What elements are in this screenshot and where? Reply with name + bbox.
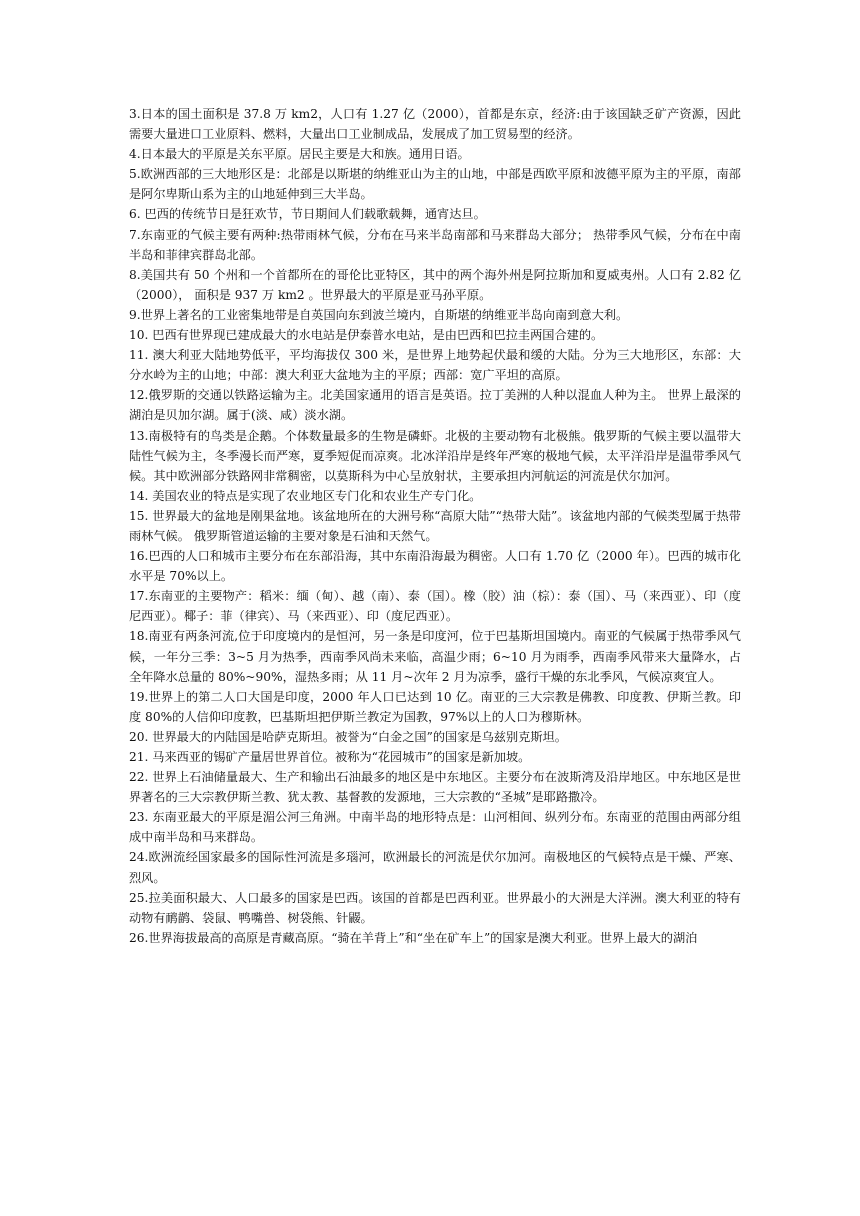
paragraph-7: 7.东南亚的气候主要有两种:热带雨林气候，分布在马来半岛南部和马来群岛大部分； 热带季风气候，分布在中南半岛和菲律宾群岛北部。 [129,227,741,262]
paragraph-17: 17.东南亚的主要物产：稻米：缅（甸）、越（南）、泰（国）。橡（胶）油（棕）：泰（国）、马（来西亚）、印（度尼西亚）。椰子：菲（律宾）、马（来西亚）、印（度尼西亚）。 [129,589,741,624]
paragraph-22: 22. 世界上石油储量最大、生产和输出石油最多的地区是中东地区。主要分布在波斯湾及沿岸地区。中东地区是世界著名的三大宗教伊斯兰教、犹太教、基督教的发源地，三大宗教的“圣城”是耶路撒冷。 [129,770,741,805]
paragraph-14: 14. 美国农业的特点是实现了农业地区专门化和农业生产专门化。 [129,488,482,503]
paragraph-18: 18.南亚有两条河流,位于印度境内的是恒河，另一条是印度河，位于巴基斯坦国境内。南亚的气候属于热带季风气候，一年分三季：3~5 月为热季，西南季风尚未来临，高温少雨；6~10 月为雨季，西南季风带来大量降水，占全年降水总量的 80%~90%，湿热多雨；从 11 月~次年 2 月为凉季，盛行干燥的东北季风，气候凉爽宜人。 [129,629,741,684]
paragraph-20: 20. 世界最大的内陆国是哈萨克斯坦。被誉为“白金之国”的国家是乌兹别克斯坦。 [129,729,567,744]
paragraph-24: 24.欧洲流经国家最多的国际性河流是多瑙河，欧洲最长的河流是伏尔加河。南极地区的气候特点是干燥、严寒、烈风。 [129,850,741,885]
paragraph-23: 23. 东南亚最大的平原是湄公河三角洲。中南半岛的地形特点是：山河相间、纵列分布。东南亚的范围由两部分组成中南半岛和马来群岛。 [129,810,741,845]
paragraph-12: 12.俄罗斯的交通以铁路运输为主。北美国家通用的语言是英语。拉丁美洲的人种以混血人种为主。 世界上最深的湖泊是贝加尔湖。属于(淡、咸）淡水湖。 [129,388,741,423]
paragraph-16: 16.巴西的人口和城市主要分布在东部沿海，其中东南沿海最为稠密。人口有 1.70 亿（2000 年）。巴西的城市化水平是 70%以上。 [129,549,741,584]
paragraph-9: 9.世界上著名的工业密集地带是自英国向东到波兰境内，自斯堪的纳维亚半岛向南到意大利。 [129,307,629,322]
paragraph-11: 11. 澳大利亚大陆地势低平，平均海拔仅 300 米，是世界上地势起伏最和缓的大陆。分为三大地形区，东部：大分水岭为主的山地；中部：澳大利亚大盆地为主的平原；西部：宽广平坦的高原。 [129,348,741,383]
paragraph-25: 25.拉美面积最大、人口最多的国家是巴西。该国的首都是巴西利亚。世界最小的大洲是大洋洲。澳大利亚的特有动物有鸸鹋、袋鼠、鸭嘴兽、树袋熊、针鼹。 [129,890,741,925]
paragraph-5: 5.欧洲西部的三大地形区是：北部是以斯堪的纳维亚山为主的山地，中部是西欧平原和波德平原为主的平原，南部是阿尔卑斯山系为主的山地延伸到三大半岛。 [129,167,741,202]
paragraph-15: 15. 世界最大的盆地是刚果盆地。该盆地所在的大洲号称“高原大陆”“热带大陆”。该盆地内部的气候类型属于热带雨林气候。 俄罗斯管道运输的主要对象是石油和天然气。 [129,508,741,543]
paragraph-13: 13.南极特有的鸟类是企鹅。个体数量最多的生物是磷虾。北极的主要动物有北极熊。俄罗斯的气候主要以温带大陆性气候为主，冬季漫长而严寒，夏季短促而凉爽。北冰洋沿岸是终年严寒的极地气候，太平洋沿岸是温带季风气候。其中欧洲部分铁路网非常稠密，以莫斯科为中心呈放射状，主要承担内河航运的河流是伏尔加河。 [129,428,741,483]
paragraph-10: 10. 巴西有世界现已建成最大的水电站是伊泰普水电站，是由巴西和巴拉圭两国合建的。 [129,328,604,343]
paragraph-6: 6. 巴西的传统节日是狂欢节，节日期间人们载歌载舞，通宵达旦。 [129,207,486,222]
document-body [129,104,741,948]
paragraph-19: 19.世界上的第二人口大国是印度，2000 年人口已达到 10 亿。南亚的三大宗教是佛教、印度教、伊斯兰教。印度 80%的人信仰印度教，巴基斯坦把伊斯兰教定为国教，97%以上的人口为穆斯林。 [129,689,741,724]
paragraph-8: 8.美国共有 50 个州和一个首都所在的哥伦比亚特区，其中的两个海外州是阿拉斯加和夏威夷州。人口有 2.82 亿（2000）， 面积是 937 万 km2 。世界最大的平原是亚马孙平原。 [129,267,741,302]
paragraph-4: 4.日本最大的平原是关东平原。居民主要是大和族。通用日语。 [129,147,470,162]
paragraph-26: 26.世界海拔最高的高原是青藏高原。“骑在羊背上”和“坐在矿车上”的国家是澳大利亚。世界上最大的湖泊 [129,930,698,945]
paragraph-3: 3.日本的国土面积是 37.8 万 km2，人口有 1.27 亿（2000），首都是东京，经济:由于该国缺乏矿产资源，因此需要大量进口工业原料、燃料，大量出口工业制成品，发展成了加工贸易型的经济。 [129,107,741,142]
paragraph-21: 21. 马来西亚的锡矿产量居世界首位。被称为“花园城市”的国家是新加坡。 [129,750,531,764]
